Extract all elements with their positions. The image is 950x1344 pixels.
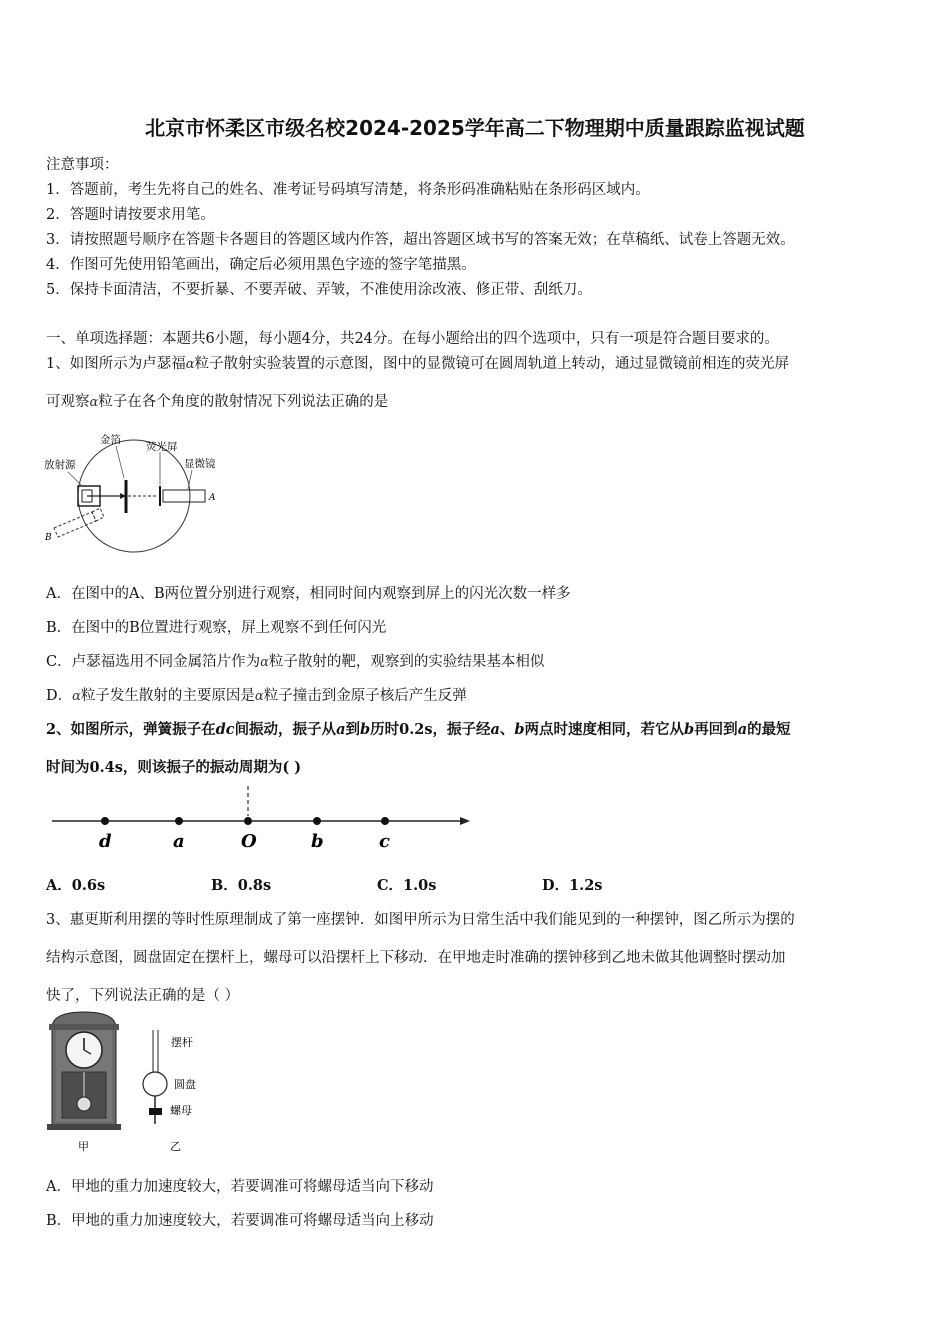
alpha-symbol: α [254, 689, 264, 704]
label-yi: 乙 [170, 1140, 181, 1153]
label-microscope: 显微镜 [184, 458, 216, 470]
notice-item: 3．请按照题号顺序在答题卡各题目的答题区域内作答，超出答题区域书写的答案无效；在草稿纸、试卷上答题无效。 [46, 232, 795, 248]
q3-stem-line1: 3、惠更斯利用摆的等时性原理制成了第一座摆钟．如图甲所示为日常生活中我们能见到的一种摆钟，图乙所示为摆的 [46, 912, 795, 928]
q3-option-a[interactable]: A．甲地的重力加速度较大，若要调准可将螺母适当向下移动 [46, 1179, 434, 1195]
label-b: b [311, 831, 324, 852]
q3-stem-line2: 结构示意图，圆盘固定在摆杆上，螺母可以沿摆杆上下移动．在甲地走时准确的摆钟移到乙地未做其他调整时摆动加 [46, 950, 786, 966]
label-rod: 摆杆 [171, 1036, 193, 1049]
q3-clock-diagram [44, 1010, 224, 1160]
label-source: 放射源 [44, 459, 76, 471]
notice-item: 5．保持卡面清洁，不要折暴、不要弄破、弄皱，不准使用涂改液、修正带、刮纸刀。 [46, 282, 592, 298]
q1-option-b[interactable]: B．在图中的B位置进行观察，屏上观察不到任何闪光 [46, 620, 387, 636]
notice-heading: 注意事项： [46, 157, 119, 173]
pendulum-structure [143, 1030, 167, 1124]
point-o [244, 817, 252, 825]
q1-option-a[interactable]: A．在图中的A、B两位置分别进行观察，相同时间内观察到屏上的闪光次数一样多 [46, 586, 571, 602]
section-heading: 一、单项选择题：本题共6小题，每小题4分，共24分。在每小题给出的四个选项中，只有一项是符合题目要求的。 [46, 331, 779, 347]
label-o: O [241, 831, 257, 852]
alpha-symbol: α [185, 357, 195, 372]
point-c [381, 817, 389, 825]
q2-stem-line2: 时间为0.4s，则该振子的振动周期为( ) [46, 759, 302, 776]
axis-arrow [460, 817, 470, 825]
label-disk: 圆盘 [174, 1078, 196, 1091]
alpha-symbol: α [89, 395, 99, 410]
q2-option-b[interactable]: B．0.8s [211, 877, 272, 894]
nut [149, 1108, 162, 1115]
q3-option-b[interactable]: B．甲地的重力加速度较大，若要调准可将螺母适当向上移动 [46, 1213, 434, 1229]
q2-option-c[interactable]: C．1.0s [377, 877, 437, 894]
label-foil: 金箔 [100, 434, 121, 446]
point-a [175, 817, 183, 825]
label-nut: 螺母 [170, 1104, 192, 1117]
page-title: 北京市怀柔区市级名校2024-2025学年高二下物理期中质量跟踪监视试题 [145, 116, 805, 140]
q1-stem-line2: 可观察α粒子在各个角度的散射情况下列说法正确的是 [46, 394, 389, 410]
q2-stem-line1: 2、如图所示，弹簧振子在dc间振动，振子从a到b历时0.2s，振子经a、b两点时速度相同，若它从b再回到a的最短 [46, 721, 791, 738]
q2-option-a[interactable]: A．0.6s [46, 877, 106, 894]
alpha-symbol: α [260, 655, 269, 670]
notice-item: 1．答题前，考生先将自己的姓名、准考证号码填写清楚，将条形码准确粘贴在条形码区域内。 [46, 182, 650, 198]
label-c: c [379, 831, 390, 852]
microscope-position-b [54, 508, 104, 537]
pendulum-clock-image [47, 1012, 121, 1130]
label-d: d [99, 831, 112, 852]
q1-option-d[interactable]: D．α粒子发生散射的主要原因是α粒子撞击到金原子核后产生反弹 [46, 688, 467, 704]
q3-stem-line3: 快了，下列说法正确的是（ ） [46, 988, 240, 1004]
point-b [313, 817, 321, 825]
label-b: B [45, 533, 52, 543]
label-a: a [173, 831, 185, 852]
notice-item: 4．作图可先使用铅笔画出，确定后必须用黑色字迹的签字笔描黑。 [46, 257, 476, 273]
label-jia: 甲 [78, 1140, 89, 1153]
disk [143, 1072, 167, 1096]
microscope [163, 490, 205, 502]
q1-option-c[interactable]: C．卢瑟福选用不同金属箔片作为α粒子散射的靶，观察到的实验结果基本相似 [46, 654, 545, 670]
point-d [101, 817, 109, 825]
label-screen: 荧光屏 [146, 441, 178, 453]
alpha-symbol: α [72, 689, 81, 704]
q2-option-d[interactable]: D．1.2s [542, 877, 603, 894]
q1-rutherford-diagram [42, 430, 232, 555]
q1-stem-line1: 1、如图所示为卢瑟福α粒子散射实验装置的示意图，图中的显微镜可在圆周轨道上转动，通过显微镜前相连的荧光屏 [46, 356, 790, 372]
label-a: A [209, 493, 216, 503]
q2-oscillator-diagram [48, 784, 478, 854]
notice-item: 2．答题时请按要求用笔。 [46, 207, 215, 223]
